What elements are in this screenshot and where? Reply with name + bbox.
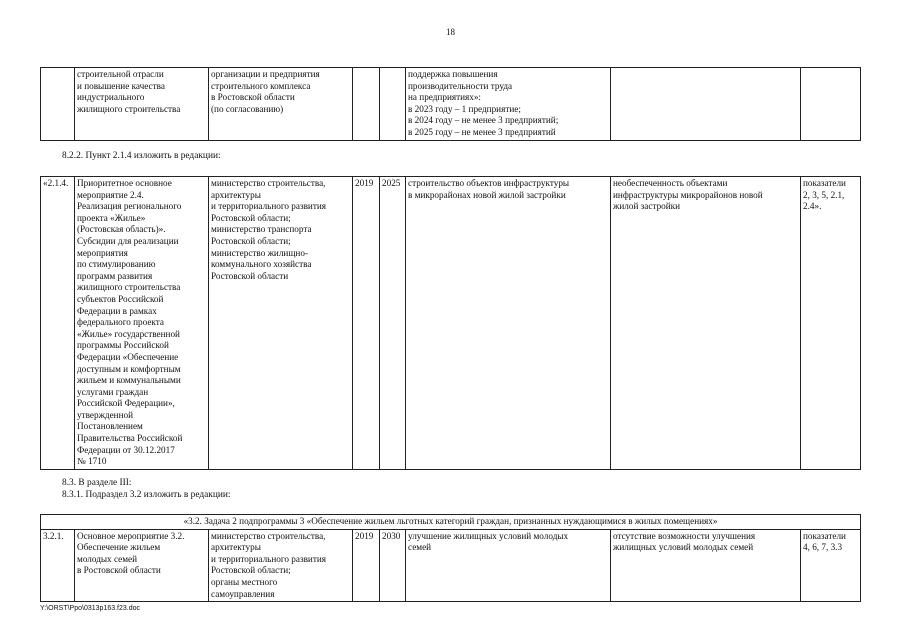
cell-result: поддержка повышения производительности труда на предприятиях»: в 2023 году – 1 предприятие; в 2024 году – не менее 3 предприятий; в 2025 году – не менее 3 предприятий	[406, 68, 611, 141]
cell-indicators	[801, 68, 861, 141]
cell-consequence	[611, 68, 801, 141]
cell-num: 3.2.1.	[41, 529, 75, 602]
table-row	[41, 68, 861, 141]
cell-start-year: 2019	[353, 177, 380, 470]
cell-result: улучшение жилищных условий молодых семей	[406, 529, 611, 602]
cell-num	[41, 68, 75, 141]
table-row	[41, 529, 861, 602]
cell-num: «2.1.4.	[41, 177, 75, 470]
cell-indicators: показатели 2, 3, 5, 2.1, 2.4».	[801, 177, 861, 470]
cell-consequence: необеспеченность объектами инфраструктуры микрорайонов новой жилой застройки	[611, 177, 801, 470]
cell-result: строительство объектов инфраструктуры в микрорайонах новой жилой застройки	[406, 177, 611, 470]
table-3-2-1	[40, 514, 861, 602]
task-header: «3.2. Задача 2 подпрограммы 3 «Обеспечение жильем льготных категорий граждан, признанных нуждающимися в жилых помещениях»	[41, 515, 861, 530]
cell-end-year: 2025	[380, 177, 406, 470]
cell-executor: организации и предприятия строительного комплекса в Ростовской области (по согласованию)	[209, 68, 353, 141]
cell-activity: строительной отрасли и повышение качества индустриального жилищного строительства	[75, 68, 209, 141]
table-row	[41, 177, 861, 470]
page-number: 18	[446, 27, 455, 37]
cell-activity: Приоритетное основное мероприятие 2.4. Реализация регионального проекта «Жилье» (Ростовская область)». Субсидии для реализации мероприятия по стимулированию программ развития жилищного строительства субъектов Российской Федерации в рамках федерального проекта «Жилье» государственной программы Российской Федерации «Обеспечение доступным и комфортным жильем и коммунальными услугами граждан Российской Федерации», утвержденной Постановлением Правительства Российской Федерации от 30.12.2017 № 1710	[75, 177, 209, 470]
cell-executor: министерство строительства, архитектуры и территориального развития Ростовской области; министерство транспорта Ростовской области; министерство жилищно- коммунального хозяйства Ростовской области	[209, 177, 353, 470]
cell-consequence: отсутствие возможности улучшения жилищных условий молодых семей	[611, 529, 801, 602]
file-path-footer: Y:\ORST\Ppo\0313p163.f23.doc	[40, 605, 141, 612]
cell-executor: министерство строительства, архитектуры и территориального развития Ростовской области; органы местного самоуправления	[209, 529, 353, 602]
table-row	[41, 515, 861, 530]
cell-activity: Основное мероприятие 3.2. Обеспечение жильем молодых семей в Ростовской области	[75, 529, 209, 602]
cell-indicators: показатели 4, 6, 7, 3.3	[801, 529, 861, 602]
table-2-1-4	[40, 176, 861, 470]
paragraph-8-3: 8.3. В разделе III:	[62, 478, 132, 488]
paragraph-8-2-2: 8.2.2. Пункт 2.1.4 изложить в редакции:	[62, 151, 221, 161]
cell-start	[353, 68, 380, 141]
paragraph-8-3-1: 8.3.1. Подраздел 3.2 изложить в редакции:	[62, 490, 231, 500]
cell-start-year: 2019	[353, 529, 380, 602]
table-continuation	[40, 67, 861, 141]
cell-end	[380, 68, 406, 141]
cell-end-year: 2030	[380, 529, 406, 602]
